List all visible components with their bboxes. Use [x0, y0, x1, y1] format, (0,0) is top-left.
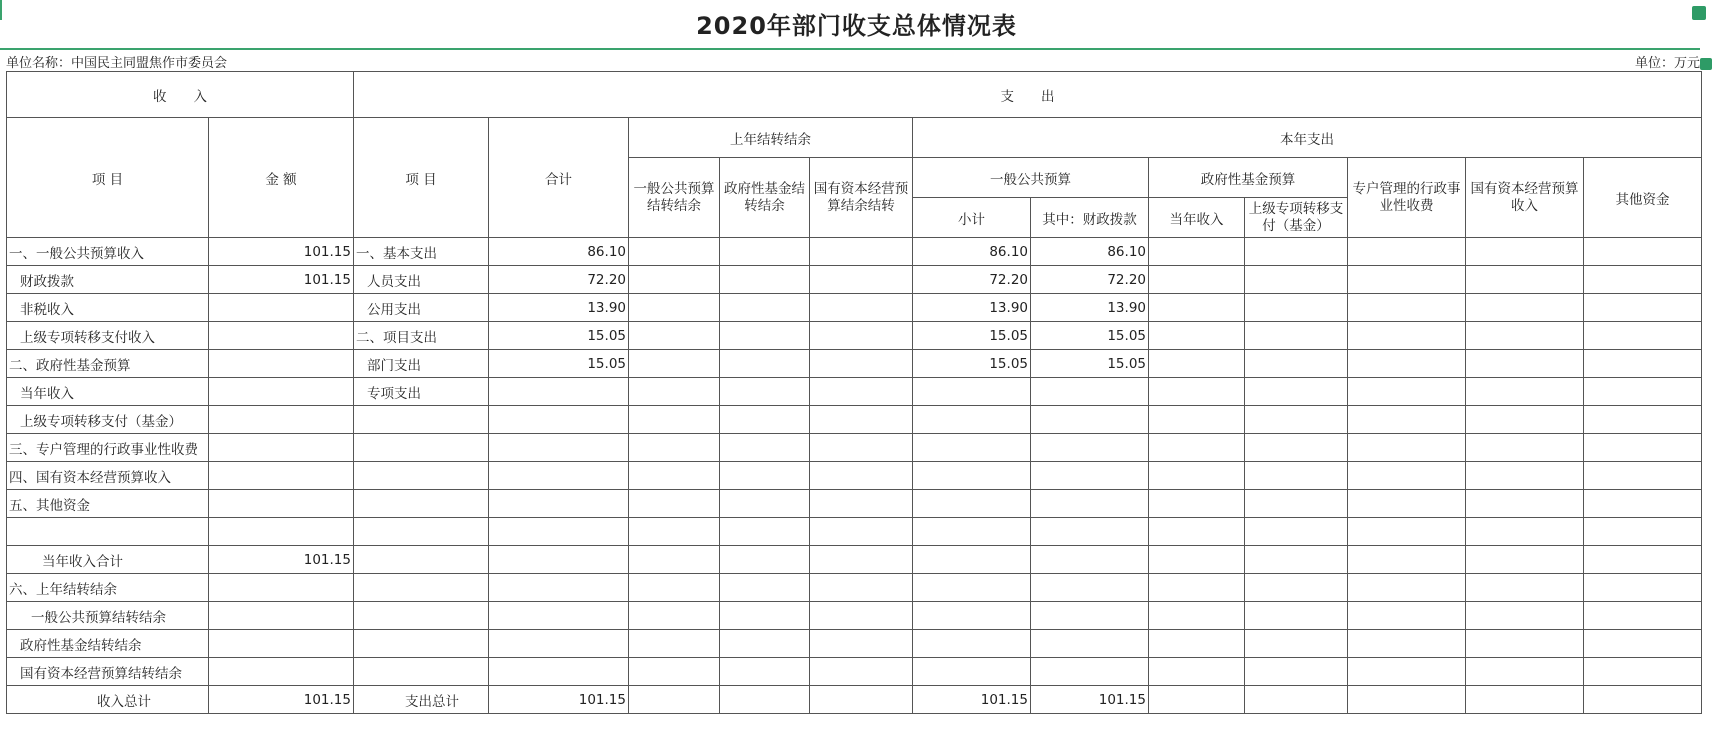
gen-budget-subtotal-cell — [913, 378, 1031, 406]
empty-cell — [1466, 462, 1584, 490]
empty-cell — [629, 518, 720, 546]
empty-cell — [629, 406, 720, 434]
table-row — [7, 546, 1702, 574]
empty-cell — [1466, 350, 1584, 378]
empty-cell — [1466, 406, 1584, 434]
empty-cell — [810, 266, 913, 294]
gen-budget-fiscal-cell — [1031, 490, 1149, 518]
selection-frame-line — [0, 48, 1700, 50]
table-row — [7, 378, 1702, 406]
empty-cell — [1466, 518, 1584, 546]
header-of-which-fiscal: 其中：财政拨款 — [1031, 198, 1149, 238]
header-expense: 支 出 — [354, 72, 1702, 118]
income-item-cell — [7, 518, 209, 546]
table-row — [7, 658, 1702, 686]
gen-budget-fiscal-cell: 13.90 — [1031, 294, 1149, 322]
empty-cell — [810, 462, 913, 490]
header-transfer-fund: 上级专项转移支付（基金） — [1245, 198, 1348, 238]
empty-cell — [810, 378, 913, 406]
empty-cell — [1245, 686, 1348, 714]
income-amount-cell — [209, 602, 354, 630]
gen-budget-fiscal-cell: 86.10 — [1031, 238, 1149, 266]
empty-cell — [629, 294, 720, 322]
gen-budget-fiscal-cell — [1031, 378, 1149, 406]
gen-budget-subtotal-cell: 15.05 — [913, 350, 1031, 378]
empty-cell — [720, 574, 810, 602]
income-amount-cell: 101.15 — [209, 266, 354, 294]
income-item-cell: 上级专项转移支付收入 — [7, 322, 209, 350]
gen-budget-subtotal-cell: 72.20 — [913, 266, 1031, 294]
empty-cell — [1584, 434, 1702, 462]
empty-cell — [1149, 630, 1245, 658]
empty-cell — [720, 294, 810, 322]
table-row — [7, 686, 1702, 714]
gen-budget-subtotal-cell — [913, 434, 1031, 462]
empty-cell — [629, 350, 720, 378]
gen-budget-fiscal-cell — [1031, 574, 1149, 602]
empty-cell — [629, 238, 720, 266]
empty-cell — [1245, 518, 1348, 546]
empty-cell — [720, 406, 810, 434]
empty-cell — [810, 574, 913, 602]
expense-total-cell — [489, 490, 629, 518]
gen-budget-fiscal-cell: 72.20 — [1031, 266, 1149, 294]
income-amount-cell — [209, 294, 354, 322]
header-other-funds: 其他资金 — [1584, 158, 1702, 238]
empty-cell — [810, 434, 913, 462]
empty-cell — [1466, 686, 1584, 714]
expense-item-cell — [354, 546, 489, 574]
table-body — [7, 238, 1702, 714]
empty-cell — [810, 490, 913, 518]
expense-item-cell: 人员支出 — [354, 266, 489, 294]
empty-cell — [629, 462, 720, 490]
empty-cell — [1149, 574, 1245, 602]
income-item-cell: 一、一般公共预算收入 — [7, 238, 209, 266]
gen-budget-fiscal-cell: 15.05 — [1031, 322, 1149, 350]
table-row — [7, 602, 1702, 630]
gen-budget-subtotal-cell — [913, 406, 1031, 434]
empty-cell — [1348, 518, 1466, 546]
expense-item-cell — [354, 630, 489, 658]
empty-cell — [720, 434, 810, 462]
gen-budget-subtotal-cell — [913, 602, 1031, 630]
gen-budget-fiscal-cell: 101.15 — [1031, 686, 1149, 714]
income-amount-cell: 101.15 — [209, 546, 354, 574]
empty-cell — [629, 602, 720, 630]
income-amount-cell — [209, 350, 354, 378]
empty-cell — [1149, 518, 1245, 546]
income-amount-cell — [209, 630, 354, 658]
empty-cell — [720, 686, 810, 714]
empty-cell — [1466, 294, 1584, 322]
empty-cell — [1348, 238, 1466, 266]
expense-item-cell — [354, 490, 489, 518]
income-amount-cell: 101.15 — [209, 238, 354, 266]
empty-cell — [1149, 322, 1245, 350]
income-item-cell: 当年收入 — [7, 378, 209, 406]
empty-cell — [1466, 266, 1584, 294]
empty-cell — [1466, 658, 1584, 686]
expense-item-cell — [354, 434, 489, 462]
empty-cell — [1149, 686, 1245, 714]
expense-total-cell: 101.15 — [489, 686, 629, 714]
expense-item-cell: 一、基本支出 — [354, 238, 489, 266]
empty-cell — [720, 238, 810, 266]
expense-item-cell: 支出总计 — [354, 686, 489, 714]
table-row — [7, 490, 1702, 518]
table-row — [7, 350, 1702, 378]
table-row — [7, 574, 1702, 602]
empty-cell — [1149, 350, 1245, 378]
table-row — [7, 630, 1702, 658]
empty-cell — [1466, 630, 1584, 658]
expense-total-cell: 13.90 — [489, 294, 629, 322]
empty-cell — [810, 658, 913, 686]
empty-cell — [1466, 602, 1584, 630]
income-item-cell: 二、政府性基金预算 — [7, 350, 209, 378]
empty-cell — [1584, 574, 1702, 602]
income-item-cell: 三、专户管理的行政事业性收费 — [7, 434, 209, 462]
empty-cell — [810, 518, 913, 546]
expense-total-cell — [489, 602, 629, 630]
empty-cell — [1466, 490, 1584, 518]
expense-total-cell — [489, 546, 629, 574]
header-gov-fund-balance: 政府性基金结转结余 — [720, 158, 810, 238]
empty-cell — [1149, 490, 1245, 518]
gen-budget-subtotal-cell — [913, 546, 1031, 574]
empty-cell — [1348, 546, 1466, 574]
expense-item-cell — [354, 658, 489, 686]
header-gov-fund: 政府性基金预算 — [1149, 158, 1348, 198]
empty-cell — [1149, 378, 1245, 406]
gen-budget-subtotal-cell — [913, 490, 1031, 518]
expense-item-cell: 专项支出 — [354, 378, 489, 406]
empty-cell — [1348, 406, 1466, 434]
resize-handle-right[interactable] — [1700, 58, 1712, 70]
expense-item-cell — [354, 602, 489, 630]
gen-budget-fiscal-cell — [1031, 518, 1149, 546]
empty-cell — [629, 658, 720, 686]
empty-cell — [1245, 238, 1348, 266]
empty-cell — [1245, 546, 1348, 574]
unit-label: 单位：万元 — [1635, 56, 1701, 71]
income-item-cell: 国有资本经营预算结转结余 — [7, 658, 209, 686]
empty-cell — [1348, 266, 1466, 294]
expense-item-cell: 二、项目支出 — [354, 322, 489, 350]
gen-budget-subtotal-cell: 15.05 — [913, 322, 1031, 350]
income-amount-cell — [209, 658, 354, 686]
empty-cell — [1348, 490, 1466, 518]
empty-cell — [1348, 462, 1466, 490]
header-item: 项 目 — [7, 118, 209, 238]
gen-budget-subtotal-cell — [913, 518, 1031, 546]
expense-total-cell — [489, 378, 629, 406]
gen-budget-fiscal-cell — [1031, 602, 1149, 630]
empty-cell — [810, 238, 913, 266]
empty-cell — [1584, 406, 1702, 434]
income-item-cell: 六、上年结转结余 — [7, 574, 209, 602]
expense-total-cell — [489, 658, 629, 686]
empty-cell — [1348, 658, 1466, 686]
empty-cell — [1149, 238, 1245, 266]
empty-cell — [1245, 490, 1348, 518]
gen-budget-subtotal-cell: 13.90 — [913, 294, 1031, 322]
empty-cell — [1584, 630, 1702, 658]
empty-cell — [1584, 266, 1702, 294]
income-amount-cell: 101.15 — [209, 686, 354, 714]
gen-budget-fiscal-cell — [1031, 406, 1149, 434]
expense-total-cell — [489, 434, 629, 462]
table-row — [7, 518, 1702, 546]
empty-cell — [1149, 294, 1245, 322]
empty-cell — [1245, 350, 1348, 378]
empty-cell — [810, 322, 913, 350]
empty-cell — [629, 434, 720, 462]
budget-table — [6, 71, 1702, 714]
gen-budget-subtotal-cell — [913, 574, 1031, 602]
income-amount-cell — [209, 322, 354, 350]
empty-cell — [1348, 574, 1466, 602]
empty-cell — [629, 686, 720, 714]
expense-item-cell — [354, 462, 489, 490]
empty-cell — [720, 266, 810, 294]
header-gen-budget: 一般公共预算 — [913, 158, 1149, 198]
empty-cell — [1245, 574, 1348, 602]
empty-cell — [1348, 630, 1466, 658]
empty-cell — [629, 546, 720, 574]
expense-item-cell — [354, 518, 489, 546]
expense-item-cell — [354, 406, 489, 434]
empty-cell — [810, 350, 913, 378]
income-amount-cell — [209, 434, 354, 462]
header-prev-balance: 上年结转结余 — [629, 118, 913, 158]
income-amount-cell — [209, 518, 354, 546]
empty-cell — [720, 322, 810, 350]
empty-cell — [1348, 350, 1466, 378]
gen-budget-fiscal-cell: 15.05 — [1031, 350, 1149, 378]
empty-cell — [1584, 378, 1702, 406]
expense-total-cell — [489, 518, 629, 546]
empty-cell — [720, 462, 810, 490]
empty-cell — [1348, 686, 1466, 714]
empty-cell — [1149, 406, 1245, 434]
expense-total-cell — [489, 406, 629, 434]
empty-cell — [720, 378, 810, 406]
income-item-cell: 上级专项转移支付（基金） — [7, 406, 209, 434]
income-item-cell: 政府性基金结转结余 — [7, 630, 209, 658]
income-amount-cell — [209, 406, 354, 434]
empty-cell — [810, 602, 913, 630]
expense-total-cell — [489, 630, 629, 658]
income-item-cell: 收入总计 — [7, 686, 209, 714]
empty-cell — [1245, 294, 1348, 322]
empty-cell — [1348, 434, 1466, 462]
income-amount-cell — [209, 490, 354, 518]
empty-cell — [810, 406, 913, 434]
page-title: 2020年部门收支总体情况表 — [696, 12, 1017, 40]
gen-budget-fiscal-cell — [1031, 462, 1149, 490]
table-row — [7, 322, 1702, 350]
empty-cell — [1149, 434, 1245, 462]
expense-total-cell — [489, 462, 629, 490]
empty-cell — [1584, 294, 1702, 322]
empty-cell — [720, 350, 810, 378]
income-amount-cell — [209, 462, 354, 490]
gen-budget-subtotal-cell — [913, 658, 1031, 686]
header-special-fees: 专户管理的行政事业性收费 — [1348, 158, 1466, 238]
empty-cell — [810, 630, 913, 658]
income-item-cell: 非税收入 — [7, 294, 209, 322]
empty-cell — [720, 518, 810, 546]
income-item-cell: 四、国有资本经营预算收入 — [7, 462, 209, 490]
empty-cell — [1348, 378, 1466, 406]
empty-cell — [810, 686, 913, 714]
gen-budget-fiscal-cell — [1031, 546, 1149, 574]
header-item-expense: 项 目 — [354, 118, 489, 238]
income-item-cell: 财政拨款 — [7, 266, 209, 294]
expense-total-cell — [489, 574, 629, 602]
gen-budget-fiscal-cell — [1031, 630, 1149, 658]
empty-cell — [1466, 546, 1584, 574]
empty-cell — [720, 490, 810, 518]
empty-cell — [1348, 602, 1466, 630]
empty-cell — [1245, 378, 1348, 406]
empty-cell — [720, 658, 810, 686]
empty-cell — [1466, 322, 1584, 350]
header-amount: 金 额 — [209, 118, 354, 238]
expense-total-cell: 15.05 — [489, 322, 629, 350]
empty-cell — [810, 294, 913, 322]
empty-cell — [1584, 238, 1702, 266]
empty-cell — [629, 630, 720, 658]
empty-cell — [629, 266, 720, 294]
expense-total-cell: 72.20 — [489, 266, 629, 294]
empty-cell — [1466, 574, 1584, 602]
empty-cell — [1149, 546, 1245, 574]
income-item-cell: 五、其他资金 — [7, 490, 209, 518]
table-row — [7, 462, 1702, 490]
header-state-capital-income: 国有资本经营预算收入 — [1466, 158, 1584, 238]
empty-cell — [1245, 406, 1348, 434]
gen-budget-subtotal-cell: 101.15 — [913, 686, 1031, 714]
gen-budget-subtotal-cell: 86.10 — [913, 238, 1031, 266]
empty-cell — [1466, 378, 1584, 406]
empty-cell — [1466, 434, 1584, 462]
gen-budget-subtotal-cell — [913, 630, 1031, 658]
header-current-income: 当年收入 — [1149, 198, 1245, 238]
header-total: 合计 — [489, 118, 629, 238]
empty-cell — [1584, 322, 1702, 350]
header-income: 收 入 — [7, 72, 354, 118]
empty-cell — [1245, 630, 1348, 658]
empty-cell — [1584, 658, 1702, 686]
header-subtotal: 小计 — [913, 198, 1031, 238]
empty-cell — [1584, 490, 1702, 518]
empty-cell — [629, 322, 720, 350]
table-row — [7, 266, 1702, 294]
expense-total-cell: 15.05 — [489, 350, 629, 378]
empty-cell — [1584, 686, 1702, 714]
empty-cell — [1584, 518, 1702, 546]
empty-cell — [720, 602, 810, 630]
empty-cell — [720, 546, 810, 574]
empty-cell — [1149, 658, 1245, 686]
table-row — [7, 294, 1702, 322]
gen-budget-subtotal-cell — [913, 462, 1031, 490]
empty-cell — [1348, 294, 1466, 322]
empty-cell — [1245, 322, 1348, 350]
income-item-cell: 一般公共预算结转结余 — [7, 602, 209, 630]
empty-cell — [629, 378, 720, 406]
income-amount-cell — [209, 378, 354, 406]
table-row — [7, 238, 1702, 266]
empty-cell — [1584, 350, 1702, 378]
empty-cell — [1348, 322, 1466, 350]
empty-cell — [1245, 602, 1348, 630]
table-row — [7, 434, 1702, 462]
header-state-capital-balance: 国有资本经营预算结余结转 — [810, 158, 913, 238]
empty-cell — [1466, 238, 1584, 266]
empty-cell — [720, 630, 810, 658]
table-row — [7, 406, 1702, 434]
expense-item-cell: 公用支出 — [354, 294, 489, 322]
expense-item-cell — [354, 574, 489, 602]
empty-cell — [1149, 602, 1245, 630]
empty-cell — [810, 546, 913, 574]
empty-cell — [1584, 462, 1702, 490]
header-current-expense: 本年支出 — [913, 118, 1702, 158]
gen-budget-fiscal-cell — [1031, 434, 1149, 462]
empty-cell — [629, 574, 720, 602]
expense-item-cell: 部门支出 — [354, 350, 489, 378]
empty-cell — [1245, 462, 1348, 490]
empty-cell — [1584, 546, 1702, 574]
income-amount-cell — [209, 574, 354, 602]
unit-name: 单位名称：中国民主同盟焦作市委员会 — [6, 56, 228, 71]
header-gen-budget-balance: 一般公共预算结转结余 — [629, 158, 720, 238]
empty-cell — [1245, 266, 1348, 294]
income-item-cell: 当年收入合计 — [7, 546, 209, 574]
gen-budget-fiscal-cell — [1031, 658, 1149, 686]
empty-cell — [629, 490, 720, 518]
empty-cell — [1245, 434, 1348, 462]
empty-cell — [1584, 602, 1702, 630]
empty-cell — [1245, 658, 1348, 686]
empty-cell — [1149, 462, 1245, 490]
empty-cell — [1149, 266, 1245, 294]
expense-total-cell: 86.10 — [489, 238, 629, 266]
